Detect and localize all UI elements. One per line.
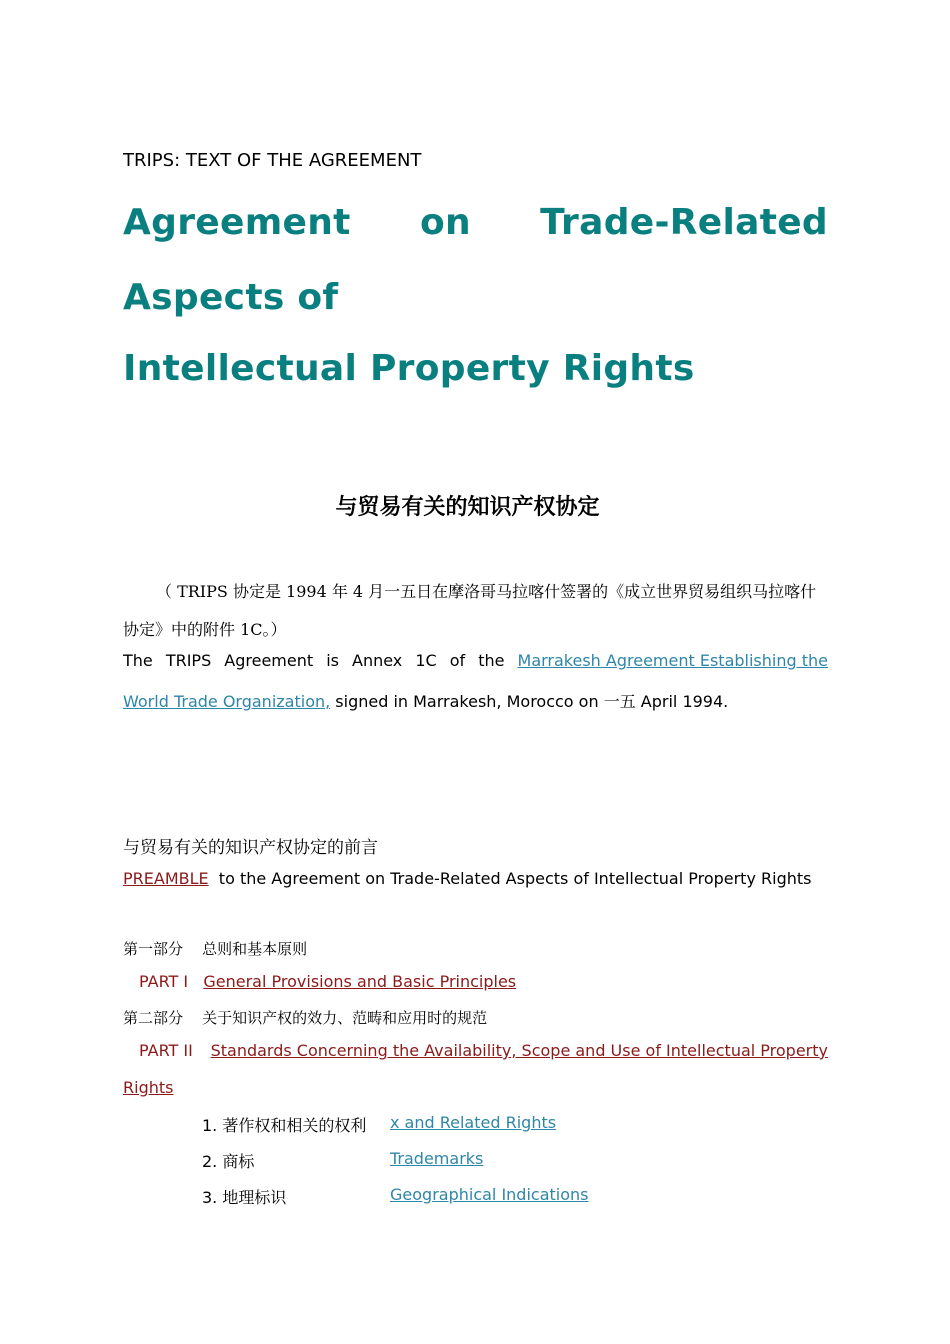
section-link-geographical[interactable]: Geographical Indications (390, 1185, 589, 1204)
part-1-en (139, 972, 516, 991)
section-zh: 商标 (222, 1152, 255, 1171)
title-line-1 (123, 202, 828, 243)
section-row-en (390, 1149, 483, 1168)
note-zh-line-1: （ TRIPS 协定是 1994 年 4 月一五日在摩洛哥马拉喀什签署的《成立世界贸易组织马拉喀什 (156, 582, 817, 601)
section-row (202, 1113, 366, 1136)
preamble-en (123, 869, 811, 888)
section-number: 3. (202, 1188, 218, 1207)
note-word: is (326, 651, 339, 670)
note-zh-line-2: 协定》中的附件 1C。） (123, 620, 287, 639)
note-en-line-2 (123, 689, 728, 712)
section-zh: 地理标识 (222, 1188, 287, 1207)
section-row-en (390, 1185, 589, 1204)
preamble-zh: 与贸易有关的知识产权协定的前言 (123, 838, 378, 858)
note-word: The (123, 651, 153, 670)
part-2-link[interactable]: Standards Concerning the Availability, Scope and Use of Intellectual Property (210, 1041, 828, 1060)
part-2-link-cont[interactable]: Rights (123, 1078, 174, 1097)
title-line-2: Aspects of (123, 277, 339, 318)
section-number: 2. (202, 1152, 218, 1171)
part-2-en-line-2 (123, 1078, 173, 1097)
title-word: on (419, 202, 471, 243)
section-link-copyright[interactable]: x and Related Rights (390, 1113, 557, 1132)
title-word: Agreement (123, 202, 351, 243)
section-row (202, 1185, 286, 1208)
note-word: Annex (352, 651, 403, 670)
section-zh: 著作权和相关的权利 (222, 1116, 367, 1135)
part-1-label: PART I (139, 972, 189, 991)
note-suffix: signed in Marrakesh, Morocco on 一五 April 1994. (330, 692, 729, 711)
part-2-zh: 第二部分 关于知识产权的效力、范畴和应用时的规范 (123, 1009, 488, 1027)
section-row-en (390, 1113, 556, 1132)
note-word: of (449, 651, 466, 670)
part-2-en (139, 1041, 828, 1060)
section-row (202, 1149, 254, 1172)
part-1-zh: 第一部分 总则和基本原则 (123, 940, 308, 958)
part-1-link[interactable]: General Provisions and Basic Principles (203, 972, 517, 991)
document-kicker: TRIPS: TEXT OF THE AGREEMENT (123, 150, 422, 171)
note-word: TRIPS (165, 651, 212, 670)
note-word: the (478, 651, 505, 670)
title-word: Trade-Related (540, 202, 828, 243)
note-word: Agreement (224, 651, 314, 670)
section-link-trademarks[interactable]: Trademarks (390, 1149, 484, 1168)
section-number: 1. (202, 1116, 218, 1135)
preamble-rest: to the Agreement on Trade-Related Aspects of Intellectual Property Rights (208, 869, 812, 888)
wto-link[interactable]: World Trade Organization, (123, 692, 331, 711)
chinese-title: 与贸易有关的知识产权协定 (335, 494, 600, 520)
note-en-line-1 (123, 651, 828, 670)
marrakesh-agreement-link[interactable]: Marrakesh Agreement Establishing the (517, 651, 828, 670)
preamble-link[interactable]: PREAMBLE (123, 869, 209, 888)
part-2-label: PART II (139, 1041, 193, 1060)
note-word: 1C (415, 651, 437, 670)
title-line-3: Intellectual Property Rights (123, 348, 695, 389)
